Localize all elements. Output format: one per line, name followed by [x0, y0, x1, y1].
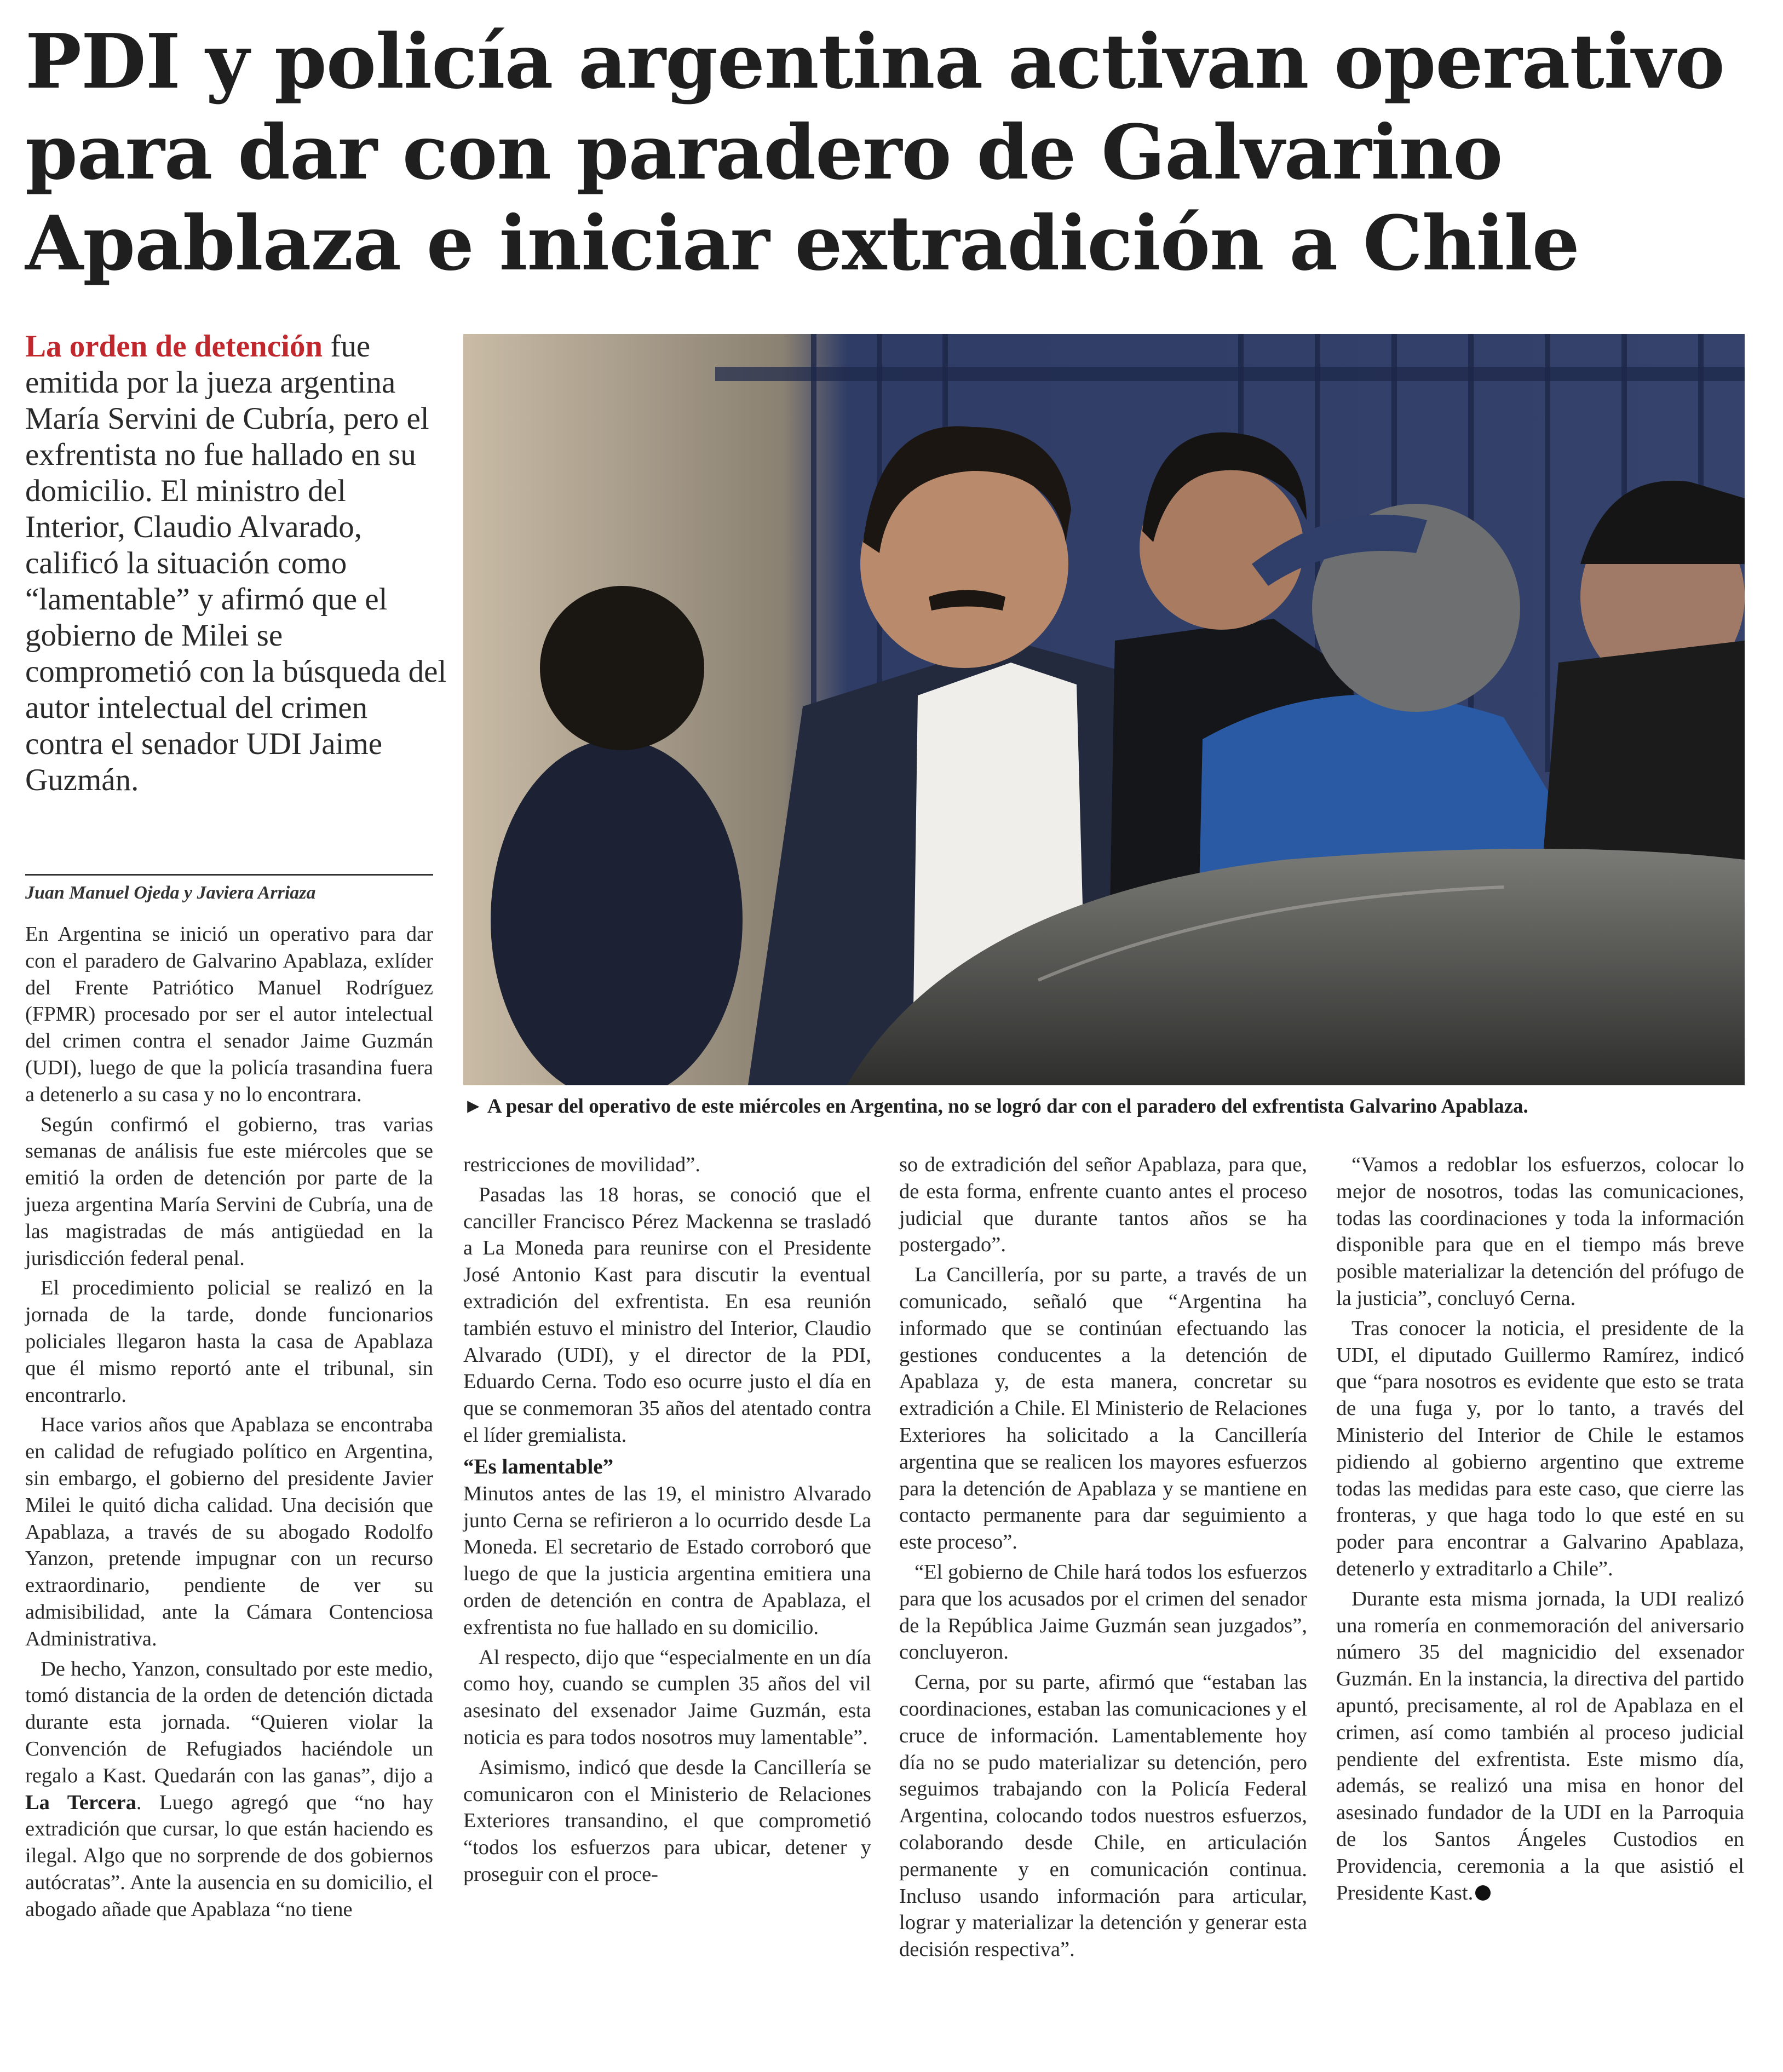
article-column-1 — [25, 921, 433, 1926]
paragraph: Tras conocer la noticia, el presidente de la UDI, el diputado Guillermo Ramírez, indicó que “para nosotros es evidente que esto se trata de una fuga y, por lo tanto, a través del Ministerio del Interior de Chile le estamos pidiendo al gobierno argentino que extreme todas las medidas para este caso, que cierre las fronteras, y que haga todo lo que esté en su poder para encontrar a Galvarino Apablaza, detenerlo y extraditarlo a Chile”. — [1336, 1316, 1744, 1580]
paragraph-text: Durante esta misma jornada, la UDI realizó una romería en conmemoración del aniversario número 35 del magnicidio del exsenador Guzmán. En la instancia, la directiva del partido apuntó, precisamente, al rol de Apablaza en el crimen, así como también al proceso judicial pendiente del exfrentista. Este mismo día, además, se realizó una misa en honor del asesinado fundador de la UDI en la Parroquia de los Santos Ángeles Custodios en Providencia, ceremonia a la que asistió el Presidente Kast. — [1336, 1587, 1744, 1904]
paragraph: “El gobierno de Chile hará todos los esfuerzos para que los acusados por el crimen del senador de la República Jaime Guzmán sean juzgados”, concluyeron. — [899, 1560, 1307, 1664]
caption-marker-icon: ► — [463, 1095, 484, 1118]
paragraph: La Cancillería, por su parte, a través de un comunicado, señaló que “Argentina ha informado que se continúan efectuando las gestiones conducentes a la detención de Apablaza y, de esta manera, concretar su extradición a Chile. El Ministerio de Relaciones Exteriores ha solicitado a la Cancillería argentina que se realicen los mayores esfuerzos para la detención de Apablaza y se mantiene en contacto permanente para dar seguimiento a este proceso”. — [899, 1263, 1307, 1554]
paragraph-text: De hecho, Yanzon, consultado por este medio, tomó distancia de la orden de detención dictada durante esta jornada. “Quieren violar la Convención de Refugiados haciéndole un regalo a Kast. Quedarán con las ganas”, dijo a — [25, 1657, 433, 1787]
paragraph: En Argentina se inició un operativo para dar con el paradero de Galvarino Apablaza, exlíder del Frente Patriótico Manuel Rodríguez (FPMR) procesado por ser el autor intelectual del crimen contra el senador Jaime Guzmán (UDI), luego de que la policía trasandina fuera a detenerlo a su casa y no lo encontrara. — [25, 923, 433, 1106]
end-mark-icon — [1475, 1885, 1491, 1901]
paragraph: Al respecto, dijo que “especialmente en un día como hoy, cuando se cumplen 35 años del vil asesinato del exsenador Jaime Guzmán, esta noticia es para todos nosotros muy lamentable”. — [463, 1645, 871, 1749]
subheading: “Es lamentable” — [463, 1454, 614, 1478]
paragraph: “Vamos a redoblar los esfuerzos, colocar lo mejor de nosotros, todas las comunicaciones, todas las coordinaciones y toda la información disponible para que en el tiempo más breve posible materializar la detención del prófugo de la justicia”, concluyó Cerna. — [1336, 1153, 1744, 1310]
headline: PDI y policía argentina activan operativo para dar con paradero de Galvarino Apablaza e iniciar extradición a Chile — [25, 18, 1724, 287]
paragraph: Pasadas las 18 horas, se conoció que el canciller Francisco Pérez Mackenna se trasladó a La Moneda para reunirse con el Presidente José Antonio Kast para discutir la eventual extradición del exfrentista. En esa reunión también estuvo el ministro del Interior, Claudio Alvarado (UDI), y el director de la PDI, Eduardo Cerna. Todo eso ocurre justo el día en que se conmemoran 35 años del atentado contra el líder gremialista. — [463, 1183, 871, 1447]
paragraph — [25, 1656, 433, 1923]
lead-text: fue emitida por la jueza argentina María Servini de Cubría, pero el exfrentista no fue hallado en su domicilio. El ministro del Interior, Claudio Alvarado, calificó la situación como “lamentable” y afirmó que el gobierno de Milei se comprometió con la búsqueda del autor intelectual del crimen contra el senador UDI Jaime Guzmán. — [25, 329, 447, 797]
article-column-3 — [899, 1152, 1307, 1966]
paragraph: Cerna, por su parte, afirmó que “estaban las coordinaciones, estaban las comunicaciones y el cruce de información. Lamentablemente hoy día no se pudo materializar su detención, pero seguimos trabajando con la Policía Federal Argentina, colocando todos nuestros esfuerzos, colaborando desde Chile, en articulación permanente y en comunicación continua. Incluso usando información para articular, lograr y materializar la detención y generar esta decisión respectiva”. — [899, 1671, 1307, 1961]
paragraph — [1336, 1586, 1744, 1907]
paragraph: Hace varios años que Apablaza se encontraba en calidad de refugiado político en Argentina, sin embargo, el gobierno del presidente Javier Milei le quitó dicha calidad. Una decisión que Apablaza, a través de su abogado Rodolfo Yanzon, pretende impugnar con un recurso extraordinario, pendiente de ver su admisibilidad, ante la Cámara Contenciosa Administrativa. — [25, 1413, 433, 1650]
caption-text: A pesar del operativo de este miércoles en Argentina, no se logró dar con el paradero del exfrentista Galvarino Apablaza. — [487, 1095, 1528, 1118]
photo-caption — [463, 1093, 1745, 1120]
paragraph: so de extradición del señor Apablaza, para que, de esta forma, enfrente cuanto antes el proceso judicial que durante tantos años se ha postergado”. — [899, 1153, 1307, 1257]
paragraph: Según confirmó el gobierno, tras varias semanas de análisis fue este miércoles que se emitió la orden de detención por parte de la jueza argentina María Servini de Cubría, una de las magistradas de más antigüedad en la jurisdicción federal penal. — [25, 1113, 433, 1270]
article-column-2 — [463, 1152, 871, 1891]
article-column-4 — [1336, 1152, 1744, 1909]
paragraph-text: . Luego agregó que “no hay extradición que cursar, lo que están haciendo es ilegal. Algo que no sorprende de dos gobiernos autócratas”. Ante la ausencia en su domicilio, el abogado añade que Apablaza “no tiene — [25, 1791, 434, 1921]
paragraph: El procedimiento policial se realizó en la jornada de la tarde, donde funcionarios policiales llegaron hasta la casa de Apablaza que él mismo reportó ante el tribunal, sin encontrarlo. — [25, 1276, 433, 1407]
byline: Juan Manuel Ojeda y Javiera Arriaza — [25, 874, 433, 905]
lead-kicker: La orden de detención — [25, 329, 323, 364]
news-photo — [463, 334, 1745, 1085]
photo-illustration — [463, 334, 1745, 1085]
paragraph: restricciones de movilidad”. — [463, 1153, 700, 1176]
lead-paragraph — [25, 329, 447, 798]
newspaper-name: La Tercera — [25, 1791, 136, 1814]
paragraph: Asimismo, indicó que desde la Cancillería se comunicaron con el Ministerio de Relaciones Exteriores transandino, el que comprometió “todos los esfuerzos para ubicar, detener y proseguir con el proce- — [463, 1756, 871, 1886]
paragraph: Minutos antes de las 19, el ministro Alvarado junto Cerna se refirieron a lo ocurrido desde La Moneda. El secretario de Estado corroboró que luego de que la justicia argentina emitiera una orden de detención en contra de Apablaza, el exfrentista no fue hallado en su domicilio. — [463, 1482, 871, 1639]
